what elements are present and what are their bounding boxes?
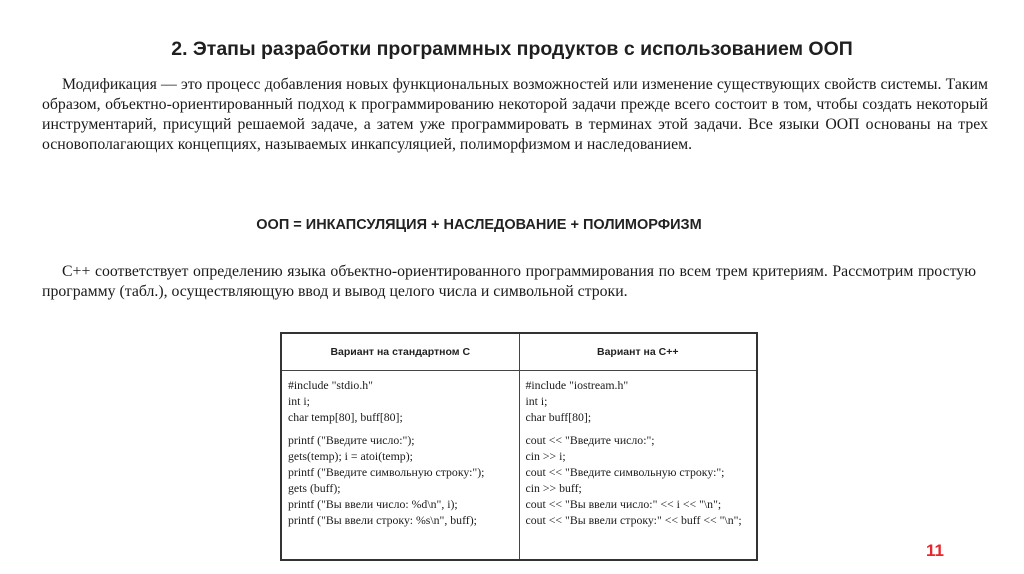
code-line: cout << "Вы ввели строку:" << buff << "\n"; — [525, 513, 742, 527]
slide-title: 2. Этапы разработки программных продуктов с использованием ООП — [171, 38, 853, 60]
code-line: #include "iostream.h" — [525, 378, 629, 392]
code-line: cin >> i; — [525, 449, 566, 463]
oop-formula: ООП = ИНКАПСУЛЯЦИЯ + НАСЛЕДОВАНИЕ + ПОЛИМОРФИЗМ — [256, 217, 702, 233]
page-number: 11 — [926, 541, 944, 560]
code-line: cout << "Введите символьную строку:"; — [525, 465, 725, 479]
code-line: cout << "Введите число:"; — [525, 433, 655, 447]
code-line: cin >> buff; — [525, 481, 582, 495]
cpp-code-cell — [519, 371, 757, 561]
code-line: char buff[80]; — [525, 410, 592, 424]
code-line: printf ("Вы ввели строку: %s\n", buff); — [288, 513, 477, 527]
header-c: Вариант на стандартном С — [281, 333, 519, 371]
paragraph-cpp: С++ соответствует определению языка объектно-ориентированного программирования по всем трем критериям. Рассмотрим простую программу (табл.), осуществляющую ввод и вывод целого числа и символьной строки. — [42, 263, 976, 300]
code-line: printf ("Введите число:"); — [288, 433, 415, 447]
paragraph-modification: Модификация — это процесс добавления новых функциональных возможностей или изменение существующих свойств системы. Таким образом, объектно-ориентированный подход к программированию некоторой задачи прежде всего состоит в том, чтобы создать некоторый инструментарий, присущий решаемой задаче, а затем уже программировать в терминах этой задачи. Все языки ООП основаны на трех основополагающих концепциях, называемых инкапсуляцией, полиморфизмом и наследованием. — [42, 76, 988, 153]
code-line: printf ("Вы ввели число: %d\n", i); — [288, 497, 458, 511]
header-cpp: Вариант на С++ — [519, 333, 757, 371]
code-line: #include "stdio.h" — [288, 378, 373, 392]
code-line: cout << "Вы ввели число:" << i << "\n"; — [525, 497, 722, 511]
table-code-row — [281, 371, 757, 561]
code-line: int i; — [288, 394, 310, 408]
code-line: char temp[80], buff[80]; — [288, 410, 403, 424]
table-header-row — [281, 333, 757, 371]
code-line: gets (buff); — [288, 481, 341, 495]
c-code-cell — [281, 371, 519, 561]
code-line: int i; — [525, 394, 548, 408]
code-line: printf ("Введите символьную строку:"); — [288, 465, 485, 479]
code-line: gets(temp); i = atoi(temp); — [288, 449, 413, 463]
code-comparison-table — [280, 332, 758, 561]
